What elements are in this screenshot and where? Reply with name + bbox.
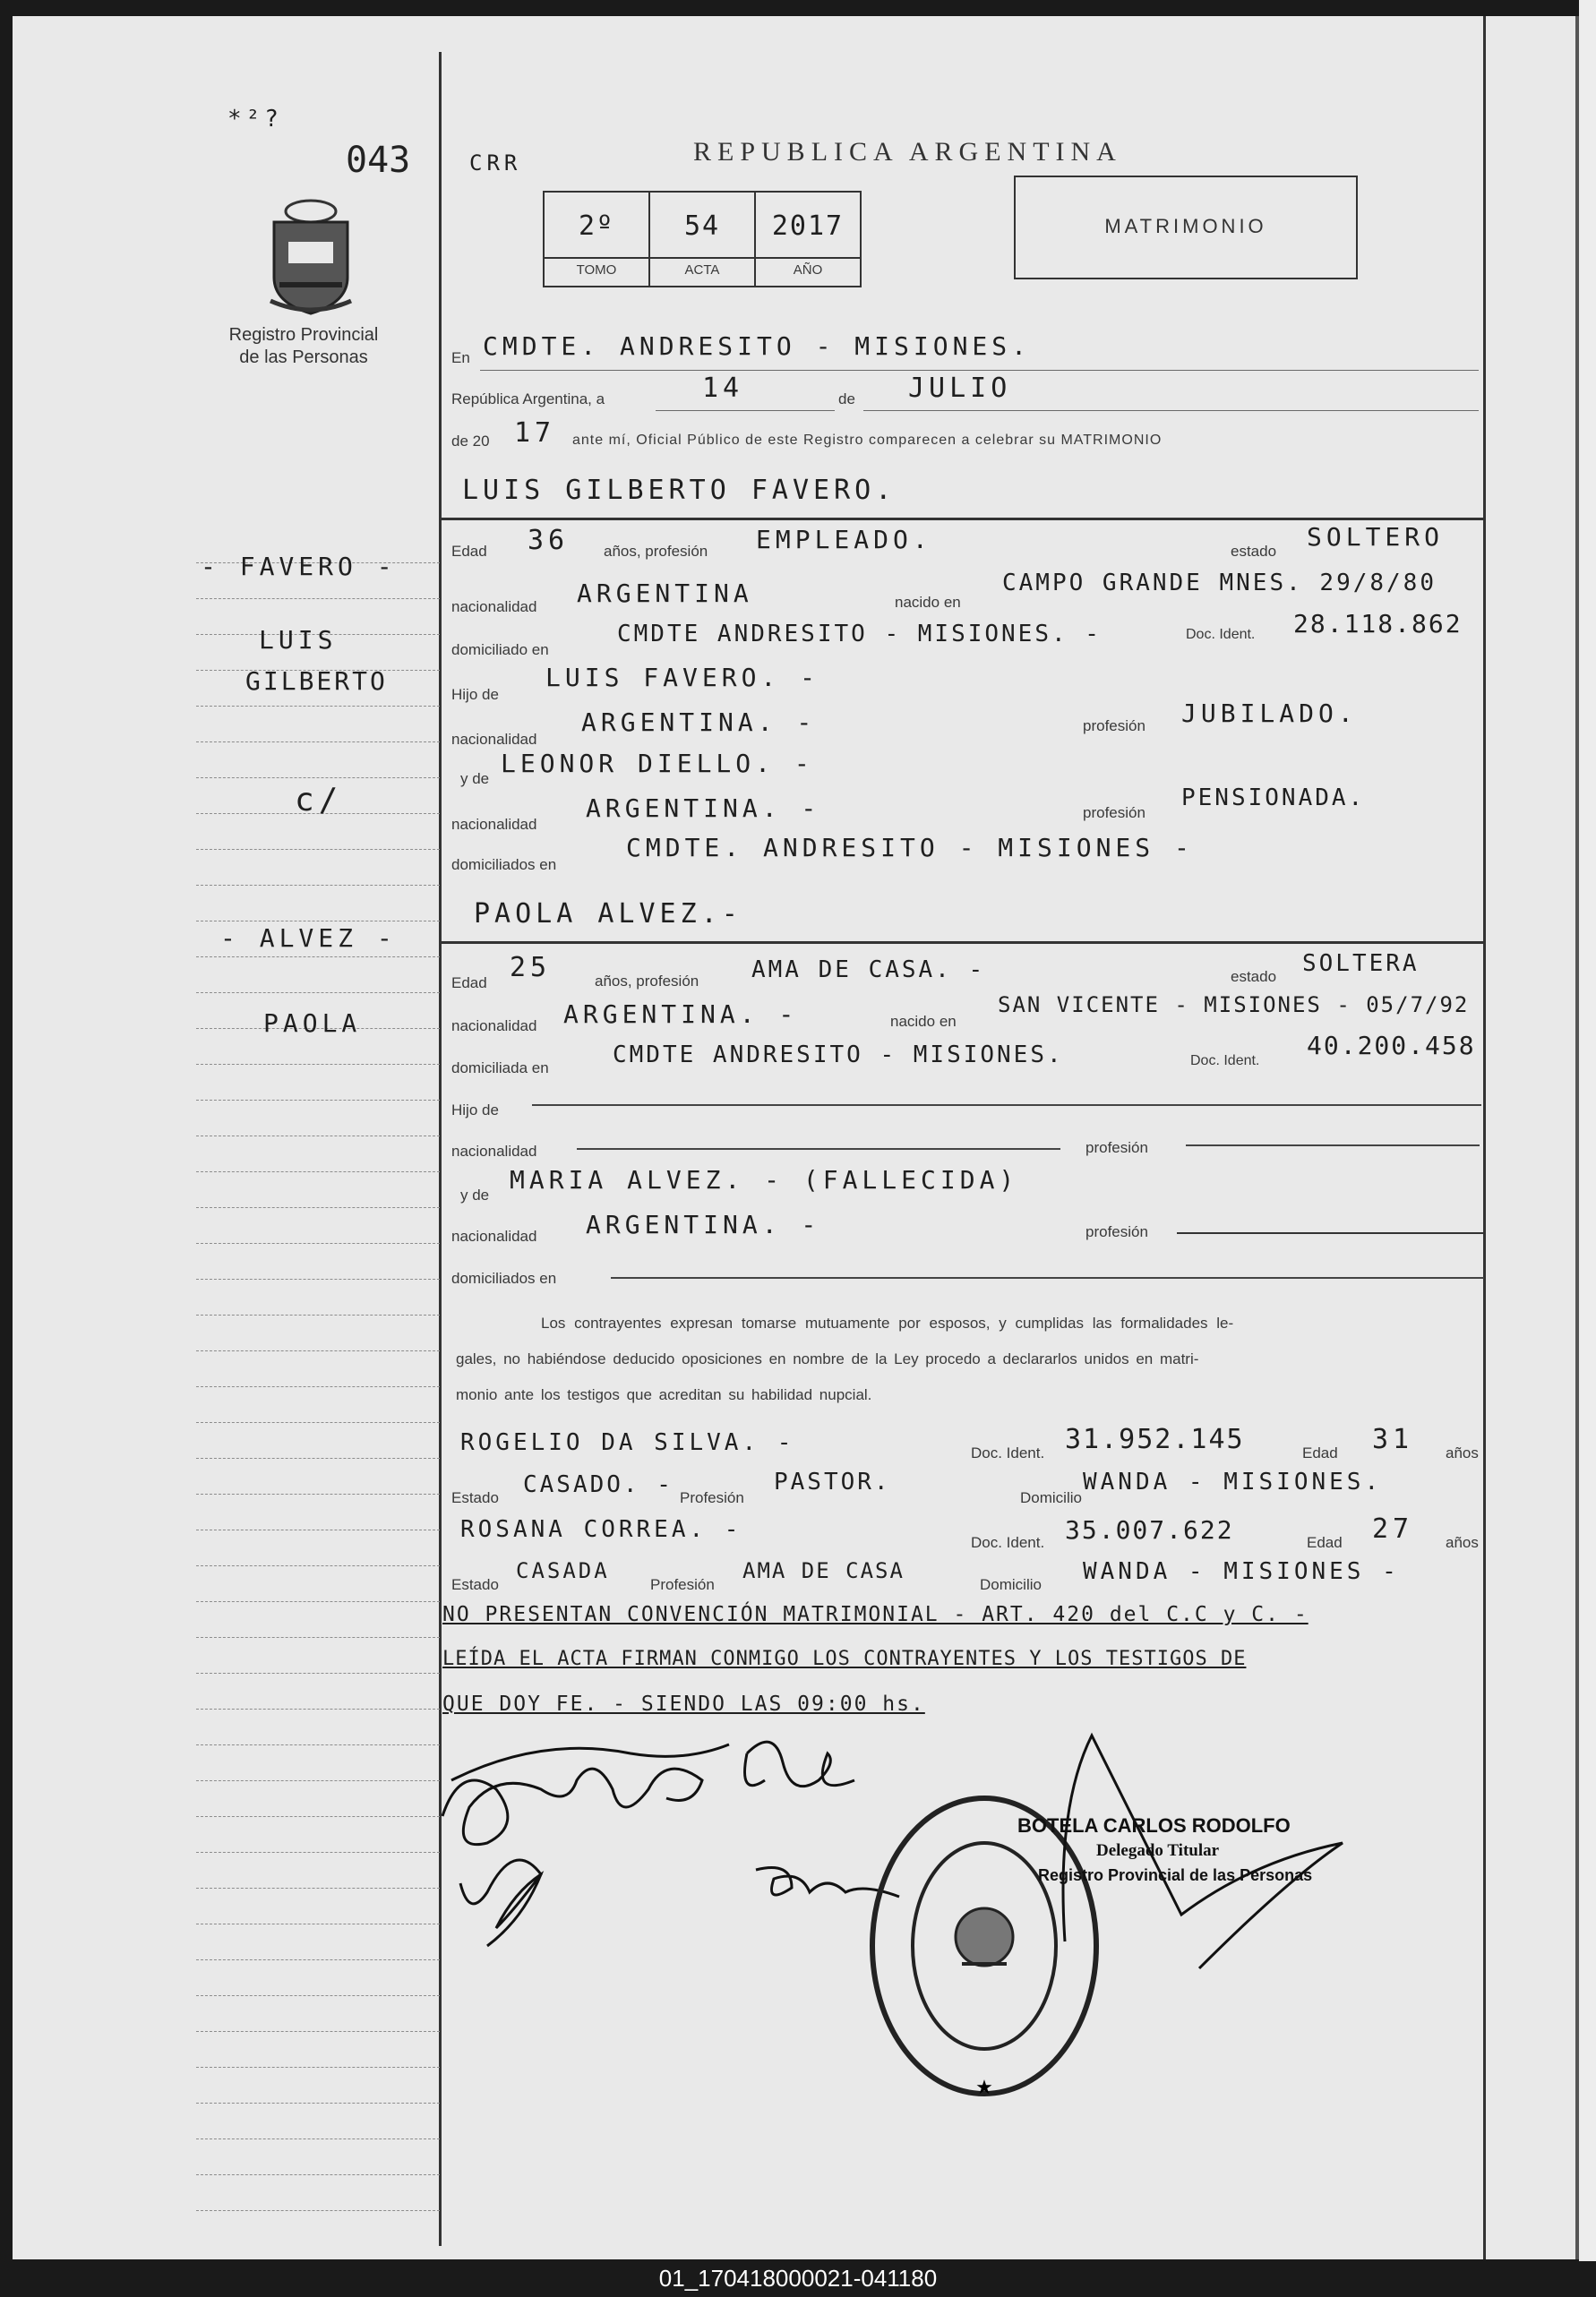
witness1-prof-label: Profesión — [680, 1489, 744, 1506]
declaration-line3: monio ante los testigos que acreditan su habilidad nupcial. — [456, 1386, 872, 1403]
witness1-domicile: WANDA - MISIONES. — [1083, 1469, 1383, 1496]
bride-name: PAOLA ALVEZ.- — [474, 898, 742, 930]
notes-line1: NO PRESENTAN CONVENCIÓN MATRIMONIAL - ART. 420 del C.C y C. - — [442, 1603, 1309, 1626]
groom-nationality: ARGENTINA — [577, 579, 753, 608]
groom-age: 36 — [528, 525, 570, 556]
bride-nationality: ARGENTINA. - — [563, 999, 799, 1029]
witness2-name: ROSANA CORREA. - — [460, 1516, 742, 1543]
witness2-status: CASADA — [516, 1558, 610, 1583]
witness2-domicile: WANDA - MISIONES - — [1083, 1558, 1400, 1585]
svg-text:★: ★ — [975, 2076, 993, 2098]
month-value: JULIO — [908, 373, 1012, 404]
country-title: REPUBLICA ARGENTINA — [693, 137, 1122, 167]
bride-status: SOLTERA — [1302, 950, 1420, 977]
de-label: de — [838, 390, 855, 407]
margin-surname2: - ALVEZ - — [220, 923, 397, 953]
groom-doms-label: domiciliados en — [451, 856, 557, 873]
intro-statement: ante mí, Oficial Público de este Registro comparecen a celebrar su MATRIMONIO — [572, 433, 1163, 448]
bride-father-nat-label: nacionalidad — [451, 1143, 537, 1160]
groom-mother-nat-label: nacionalidad — [451, 816, 537, 833]
groom-yde-label: y de — [460, 770, 490, 787]
groom-father-prof-label: profesión — [1083, 717, 1146, 734]
margin-given1a: LUIS — [259, 625, 338, 655]
bride-nac-label: nacionalidad — [451, 1017, 537, 1034]
groom-mother-nat: ARGENTINA. - — [586, 793, 821, 823]
day-value: 14 — [702, 373, 744, 404]
groom-father-prof: JUBILADO. — [1181, 699, 1358, 728]
witness2-anos-label: años — [1446, 1534, 1479, 1551]
certificate-page — [13, 16, 1579, 2259]
witness1-status: CASADO. - — [523, 1471, 674, 1498]
groom-nac-label: nacionalidad — [451, 598, 537, 615]
witness2-prof-label: Profesión — [650, 1576, 715, 1593]
page-mark: *²? — [227, 106, 283, 133]
declaration-line1: Los contrayentes expresan tomarse mutuamente por esposos, y cumplidas las formalidades le- — [541, 1315, 1234, 1332]
groom-father-nat: ARGENTINA. - — [581, 707, 817, 737]
witness1-doc: 31.952.145 — [1065, 1424, 1245, 1455]
anio-value: 2017 — [771, 210, 845, 242]
republic-label: República Argentina, a — [451, 390, 605, 407]
bride-yde-label: y de — [460, 1187, 490, 1204]
bride-doc: 40.200.458 — [1307, 1031, 1476, 1060]
folio-number: 043 — [346, 140, 411, 181]
groom-mother: LEONOR DIELLO. - — [501, 749, 814, 778]
groom-hijo-label: Hijo de — [451, 686, 499, 703]
witness1-age: 31 — [1372, 1424, 1414, 1455]
witness1-name: ROGELIO DA SILVA. - — [460, 1429, 795, 1456]
tomo-value: 2º — [578, 210, 615, 242]
groom-father-nat-label: nacionalidad — [451, 731, 537, 748]
declaration-line2: gales, no habiéndose deducido oposiciones en nombre de la Ley procedo a declararlos unidos en matri- — [456, 1350, 1199, 1367]
groom-anos-label: años, profesión — [604, 543, 708, 560]
witness2-doc-label: Doc. Ident. — [971, 1534, 1045, 1551]
registry-label-line2: de las Personas — [239, 347, 368, 367]
groom-mother-prof-label: profesión — [1083, 804, 1146, 821]
act-type-box — [1014, 176, 1358, 279]
witness1-doc-label: Doc. Ident. — [971, 1444, 1045, 1461]
groom-father: LUIS FAVERO. - — [545, 663, 820, 692]
margin-given2: PAOLA — [263, 1008, 362, 1038]
bride-profession: AMA DE CASA. - — [751, 956, 986, 983]
act-reference-box — [543, 191, 862, 287]
bride-birth: SAN VICENTE - MISIONES - 05/7/92 — [998, 992, 1470, 1017]
bride-age: 25 — [510, 952, 552, 983]
tomo-label: TOMO — [576, 262, 617, 278]
margin-conj: c/ — [295, 782, 343, 819]
witness2-profession: AMA DE CASA — [742, 1558, 905, 1583]
official-office: Registro Provincial de las Personas — [1038, 1866, 1313, 1884]
bride-mother: MARIA ALVEZ. - (FALLECIDA) — [510, 1165, 1019, 1195]
bride-mother-nat: ARGENTINA. - — [586, 1210, 821, 1239]
provincial-crest-icon — [262, 195, 360, 321]
bride-estado-label: estado — [1231, 968, 1277, 985]
witness2-age: 27 — [1372, 1513, 1414, 1545]
year-suffix: 17 — [514, 417, 556, 449]
witness1-edad-label: Edad — [1302, 1444, 1338, 1461]
bride-father-prof-label: profesión — [1085, 1139, 1148, 1156]
groom-estado-label: estado — [1231, 543, 1277, 560]
act-type-label: MATRIMONIO — [1104, 215, 1267, 237]
official-name: BOTELA CARLOS RODOLFO — [1017, 1814, 1291, 1837]
margin-given1b: GILBERTO — [245, 666, 388, 696]
groom-dom-label: domiciliado en — [451, 641, 549, 658]
register-code: CRR — [469, 150, 522, 176]
witness1-dom-label: Domicilio — [1020, 1489, 1082, 1506]
groom-birth: CAMPO GRANDE MNES. 29/8/80 — [1002, 570, 1437, 596]
registry-label-line1: Registro Provincial — [228, 325, 379, 345]
page-edge — [1483, 16, 1486, 2259]
bride-hijo-label: Hijo de — [451, 1101, 499, 1119]
groom-mother-prof: PENSIONADA. — [1181, 784, 1366, 811]
notes-line3: QUE DOY FE. - SIENDO LAS 09:00 hs. — [442, 1693, 925, 1716]
notes-line2: LEÍDA EL ACTA FIRMAN CONMIGO LOS CONTRAYENTES Y LOS TESTIGOS DE — [442, 1648, 1247, 1670]
place-value: CMDTE. ANDRESITO - MISIONES. — [483, 331, 1032, 361]
groom-status: SOLTERO — [1307, 522, 1445, 552]
witness2-dom-label: Domicilio — [980, 1576, 1042, 1593]
anio-label: AÑO — [793, 262, 823, 278]
witness2-estado-label: Estado — [451, 1576, 499, 1593]
groom-parents-dom: CMDTE. ANDRESITO - MISIONES - — [626, 833, 1194, 862]
groom-name: LUIS GILBERTO FAVERO. — [462, 475, 897, 506]
witness2-edad-label: Edad — [1307, 1534, 1343, 1551]
en-label: En — [451, 349, 470, 366]
groom-domicile: CMDTE ANDRESITO - MISIONES. - — [617, 621, 1102, 647]
witness1-estado-label: Estado — [451, 1489, 499, 1506]
groom-edad-label: Edad — [451, 543, 487, 560]
bride-doms-label: domiciliados en — [451, 1270, 557, 1287]
official-signature — [1056, 1727, 1378, 1977]
bride-mother-prof-label: profesión — [1085, 1223, 1148, 1240]
acta-value: 54 — [683, 210, 721, 242]
groom-doc-label: Doc. Ident. — [1186, 627, 1256, 642]
bride-mother-nat-label: nacionalidad — [451, 1228, 537, 1245]
witness1-profession: PASTOR. — [774, 1469, 891, 1496]
bride-nacido-label: nacido en — [890, 1013, 957, 1030]
year-label: de 20 — [451, 433, 490, 450]
groom-doc: 28.118.862 — [1293, 609, 1463, 639]
bride-doc-label: Doc. Ident. — [1190, 1053, 1260, 1068]
groom-nacido-label: nacido en — [895, 594, 961, 611]
bride-domicile: CMDTE ANDRESITO - MISIONES. — [613, 1041, 1064, 1068]
bride-anos-label: años, profesión — [595, 973, 699, 990]
acta-label: ACTA — [684, 262, 720, 278]
scan-footer-id: 01_170418000021-041180 — [658, 2265, 938, 2292]
witness2-doc: 35.007.622 — [1065, 1515, 1234, 1545]
official-title: Delegado Titular — [1096, 1841, 1220, 1860]
bride-dom-label: domiciliada en — [451, 1059, 549, 1076]
witness1-anos-label: años — [1446, 1444, 1479, 1461]
groom-profession: EMPLEADO. — [756, 525, 932, 554]
margin-surname1: - FAVERO - — [201, 552, 397, 581]
bride-edad-label: Edad — [451, 974, 487, 991]
